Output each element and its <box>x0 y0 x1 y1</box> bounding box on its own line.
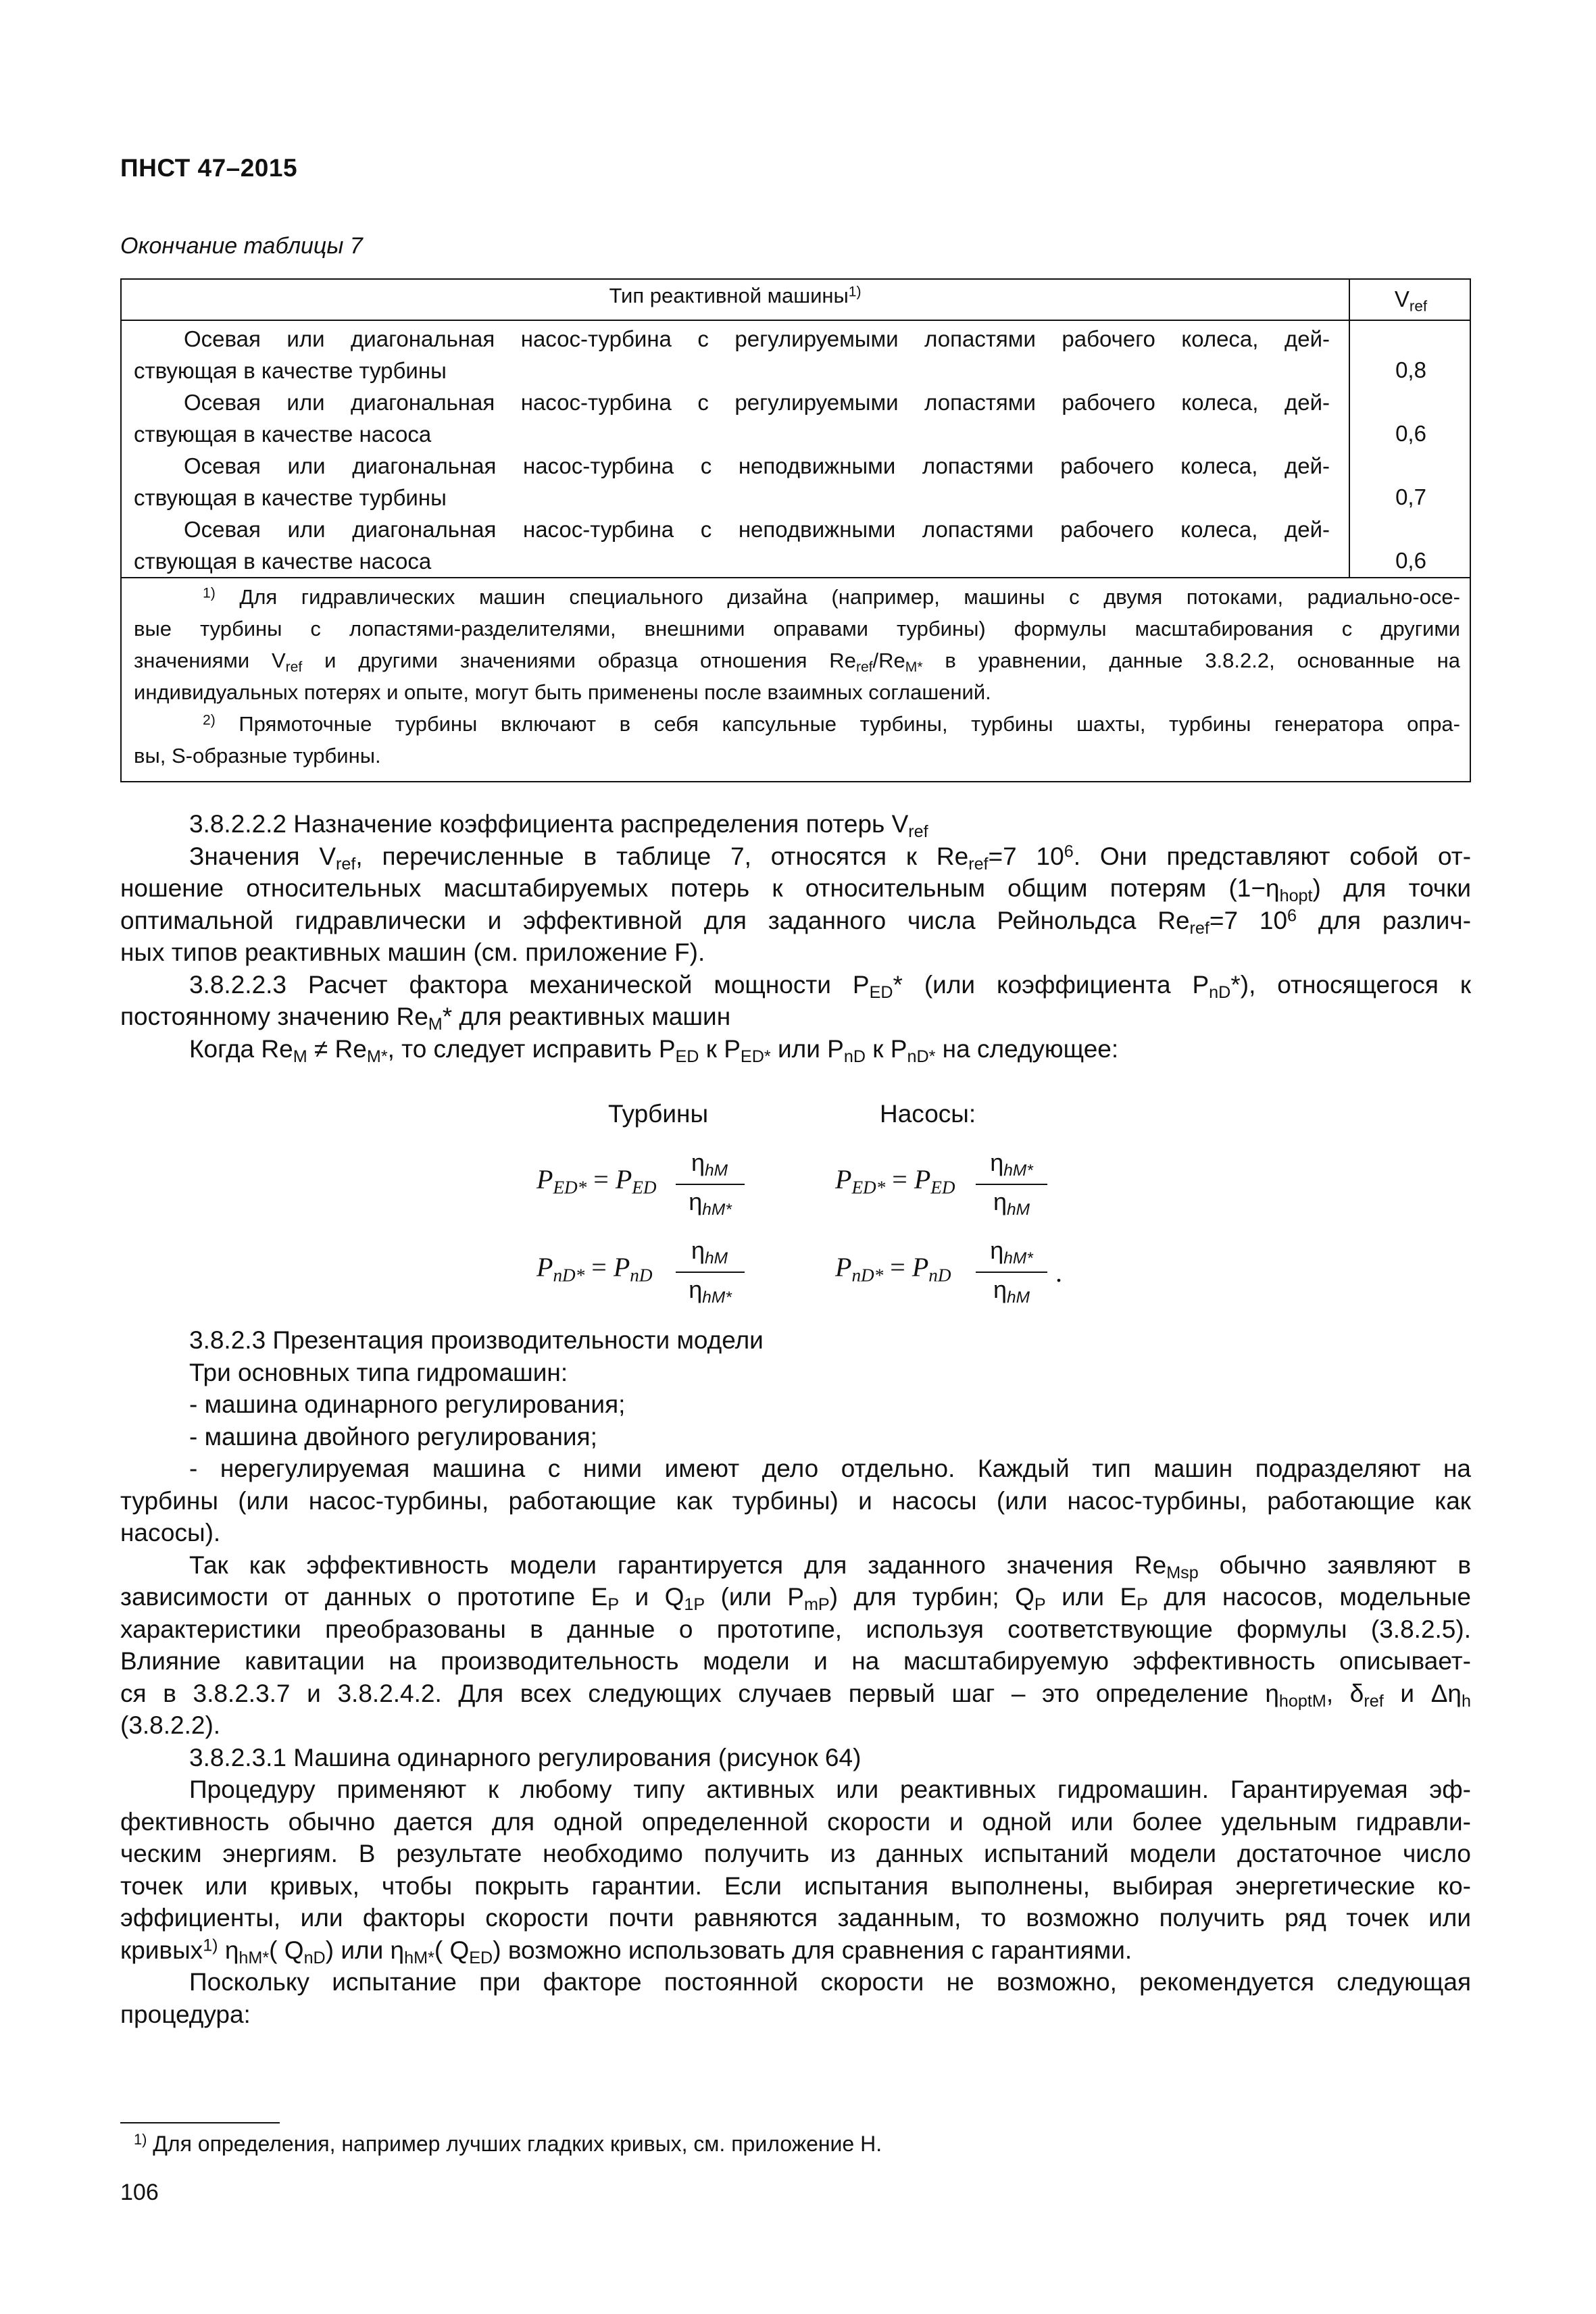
table-row: Осевая или диагональная насос-турбина с регулируемыми лопастями рабочего колеса, дей- ствующая в качестве турбины <box>134 326 1330 383</box>
section-3-8-2-3: 3.8.2.3 Презентация производительности модели Три основных типа гидромашин: - машина одинарного регулирования; - машина двойного регулирования; - нерегулируемая машина с ними имеют дело отдельно. Каждый тип машин подразделяют на турбины (или насос-турбины, работающие как турбины) и насосы (или насос-турбины, работающие как насосы). Так как эффективность модели гарантируется для заданного значения $Re_{Msp}$ обычно заявляют в зависимости от данных о прототипе $E_P$ и $Q_{1P}$ (или $P_{mP}$) для турбин; $Q_P$ или $E_P$ для насосов, модельные характеристики преобразованы в данные о прототипе, используя соответствующие формулы (3.8.2.5). Влияние кавитации на производительность модели и на масштабируемую эффективность описывает- ся в 3.8.2.3.7 и 3.8.2.4.2. Для всех следующих случаев первый шаг – это определение $\eta_{hoptM}$, $\delta_{ref}$ и $\Delta\eta_h$ (3.8.2.2). 3.8.2.3.1 Машина одинарного регулирования (рисунок 64) Процедуру применяют к любому типу активных или реактивных гидромашин. Гарантируемая эф- фективность обычно дается для одной определенной скорости и одной или более удельным гидравли- ческим энергиям. В результате необходимо получить из данных испытаний модели достаточное число точек или кривых, чтобы покрыть гарантии. Если испытания выполнены, выбирая энергетические ко- эффициенты, или факторы скорости почти равняются заданным, то возможно получить ряд точек или кривых$^{1)}$ $\eta_{hM*}$( $Q_{nD}$) или $\eta_{hM*}$( $Q_{ED}$) возможно использовать для сравнения с гарантиями. Поскольку испытание при факторе постоянной скорости не возможно, рекомендуется следующая процедура: <box>120 1326 1471 2028</box>
formula-pump-pnd: $P_{nD*} = P_{nD}$ <box>835 1252 951 1286</box>
table-row: Осевая или диагональная насос-турбина с регулируемыми лопастями рабочего колеса, дей- ствующая в качестве насоса <box>134 390 1330 447</box>
fraction-denominator: $\eta_{hM}$ <box>993 1188 1030 1219</box>
page-number: 106 <box>120 2180 159 2205</box>
table-header-type: Тип реактивной машины$^{1)}$ <box>609 284 862 307</box>
table-header-divider <box>122 320 1470 321</box>
fraction-denominator: $\eta_{hM*}$ <box>689 1276 732 1307</box>
table-header-vref: $V_{ref}$ <box>1394 286 1428 315</box>
table-footnotes: $^{1)}$ Для гидравлических машин специального дизайна (например, машины с двумя потоками, радиально-осе- вые турбины с лопастями-разделителями, внешними оправами турбины) формулы масштабирования с другими значениями $V_{ref}$ и другими значениями образца отношения $Re_{ref}/Re_{M*}$ в уравнении, данные 3.8.2.2, основанные на индивидуальных потерях и опыте, могут быть применены после взаимных соглашений. $^{2)}$ Прямоточные турбины включают в себя капсульные турбины, турбины шахты, турбины генератора опра- вы, S-образные турбины. <box>134 585 1461 768</box>
table-footnote-divider <box>122 577 1470 578</box>
footnote-rule <box>120 2122 280 2123</box>
table-row-value: 0,8 <box>1395 357 1426 382</box>
fraction-bar <box>676 1184 745 1185</box>
formula-turbine-ped: $P_{ED*} = P_{ED}$ <box>537 1164 657 1198</box>
table-caption: Окончание таблицы 7 <box>120 233 363 259</box>
fraction-bar <box>676 1272 745 1273</box>
section-3-8-2-2-2: 3.8.2.2.2 Назначение коэффициента распределения потерь $V_{ref}$ Значения $V_{ref}$, перечисленные в таблице 7, относятся к $Re_{ref}=7$ $10^6$. Они представляют собой от- ношение относительных масштабируемых потерь к относительным общим потерям $(1-\eta_{hopt})$ для точки оптимальной гидравлически и эффективной для заданного числа Рейнольдса $Re_{ref}=7$ $10^6$ для различ- ных типов реактивных машин (см. приложение F). 3.8.2.2.3 Расчет фактора механической мощности $P_{ED}*$ (или коэффициента $P_{nD}*$), относящегося к постоянному значению $Re_M*$ для реактивных машин Когда $Re_M \ne Re_{M*}$, то следует исправить $P_{ED}$ к $P_{ED*}$ или $P_{nD}$ к $P_{nD*}$ на следующее: <box>120 810 1472 1066</box>
fraction-bar <box>976 1184 1047 1185</box>
fraction-denominator: $\eta_{hM*}$ <box>689 1188 732 1219</box>
fraction-numerator: $\eta_{hM}$ <box>691 1236 728 1267</box>
formula-period: . <box>1055 1257 1062 1288</box>
table-row: Осевая или диагональная насос-турбина с неподвижными лопастями рабочего колеса, дей- ствующая в качестве насоса <box>134 517 1330 574</box>
table-7 <box>120 278 1471 782</box>
standard-designation: ПНСТ 47–2015 <box>120 154 298 182</box>
table-row: Осевая или диагональная насос-турбина с неподвижными лопастями рабочего колеса, дей- ствующая в качестве турбины <box>134 453 1330 510</box>
formula-pump-ped: $P_{ED*} = P_{ED}$ <box>835 1164 955 1198</box>
fraction-numerator: $\eta_{hM*}$ <box>990 1236 1033 1267</box>
fraction-numerator: $\eta_{hM}$ <box>691 1149 728 1180</box>
pumps-label: Насосы: <box>880 1100 976 1128</box>
table-row-value: 0,6 <box>1395 548 1426 573</box>
table-row-value: 0,6 <box>1395 421 1426 446</box>
formula-turbine-pnd: $P_{nD*} = P_{nD}$ <box>537 1252 653 1286</box>
fraction-bar <box>976 1272 1047 1273</box>
table-row-value: 0,7 <box>1395 484 1426 509</box>
page-footnote: $^{1)}$ Для определения, например лучших гладких кривых, см. приложение H. <box>134 2131 882 2156</box>
fraction-numerator: $\eta_{hM*}$ <box>990 1149 1033 1180</box>
turbines-label: Турбины <box>608 1100 709 1128</box>
fraction-denominator: $\eta_{hM}$ <box>993 1276 1030 1307</box>
